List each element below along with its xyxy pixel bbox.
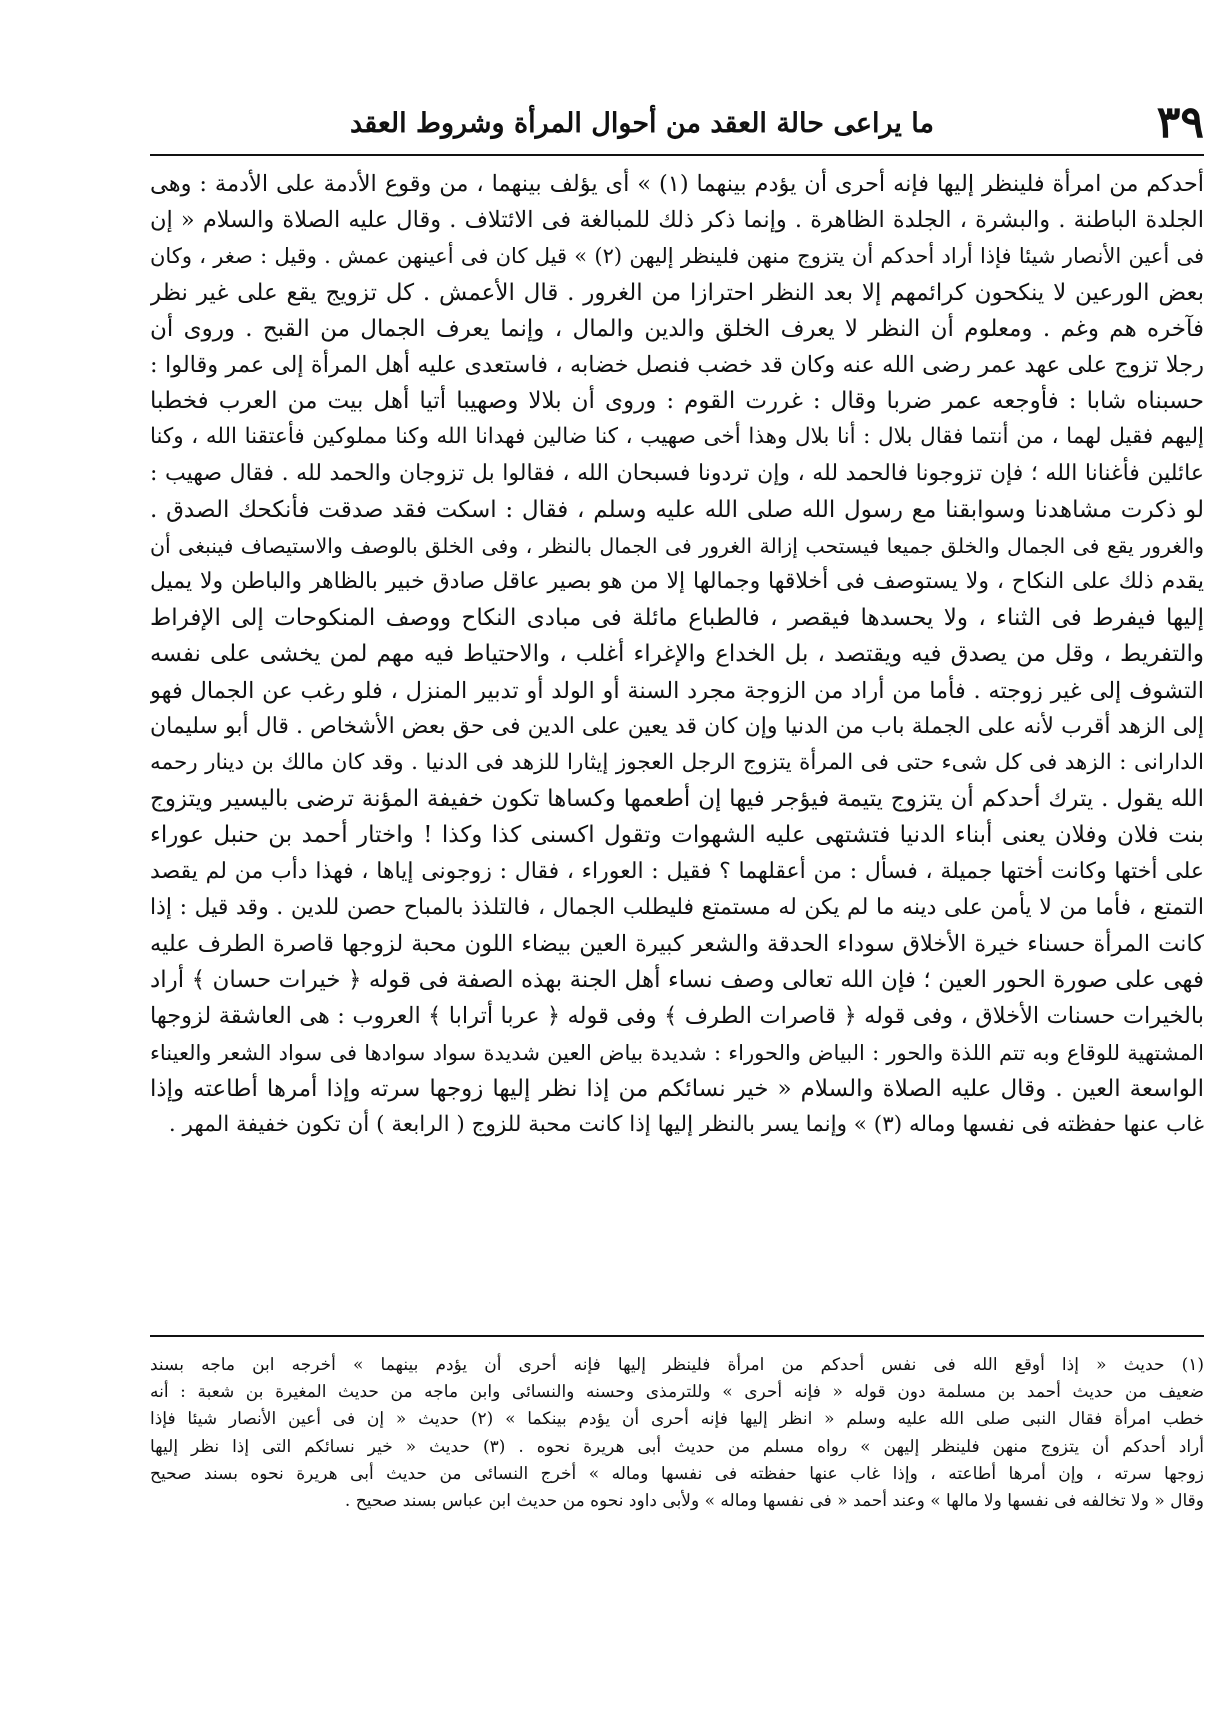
page-number: ٣٩ xyxy=(1156,97,1204,148)
body-line: أحدكم من امرأة فلينظر إليها فإنه أحرى أن يؤدم بينهما (١) » أى يؤلف بينهما ، من وقوع الأدمة على الأدمة : وهى xyxy=(150,171,1204,197)
body-line: لو ذكرت مشاهدنا وسوابقنا مع رسول الله صلى الله عليه وسلم ، فقال : اسكت فقد صدقت فأنكحك الصدق . xyxy=(150,496,1204,523)
body-line: الدارانى : الزهد فى كل شىء حتى فى المرأة يتزوج الرجل العجوز إيثارا للزهد فى الدنيا . وقد كان مالك بن دينار رحمه xyxy=(150,750,1204,775)
body-line: عائلين فأغنانا الله ؛ فإن تزوجونا فالحمد لله ، وإن تردونا فسبحان الله ، فقالوا بل تزوجان والحمد لله . فقال صهيب : xyxy=(150,460,1204,486)
page-header xyxy=(150,96,1204,154)
body-line: فآخره هم وغم . ومعلوم أن النظر لا يعرف الخلق والدين والمال ، وإنما يعرف الجمال من القبح . وروى أن xyxy=(150,315,1204,342)
body-line: بعض الورعين لا ينكحون كرائمهم إلا بعد النظر احترازا من الغرور . قال الأعمش . كل تزويج يقع على غير نظر xyxy=(150,279,1204,306)
body-line: والتفريط ، وقل من يصدق فيه ويقتصد ، بل الخداع والإغراء أغلب ، والاحتياط فيه مهم لمن يخشى على نفسه xyxy=(150,641,1204,668)
footnote-line: وقال « ولا تخالفه فى نفسها ولا مالها » وعند أحمد « فى نفسها وماله » ولأبى داود نحوه من حديث ابن عباس بسند صحيح . xyxy=(344,1490,1204,1511)
body-line: إليها فيفرط فى الثناء ، ولا يحسدها فيقصر ، فالطباع مائلة فى مبادى النكاح ووصف المنكوحات إلى الإفراط xyxy=(150,605,1204,632)
body-line: رجلا تزوج على عهد عمر رضى الله عنه وكان قد خضب فنصل خضابه ، فاستعدى عليه أهل المرأة إلى عمر وقالوا : xyxy=(150,351,1204,378)
body-line: التمتع ، فأما من لا يأمن على دينه ما لم يكن له مستمتع فليطلب الجمال ، فالتلذذ بالمباح حصن للدين . وقد قيل : إذا xyxy=(150,894,1204,920)
body-line: الله يقول . يترك أحدكم أن يتزوج يتيمة فيؤجر فيها إن أطعمها وكساها تكون خفيفة المؤنة ترضى باليسير ويتزوج xyxy=(150,786,1204,813)
body-line: فى أعين الأنصار شيئا فإذا أراد أحدكم أن يتزوج منهن فلينظر إليهن (٢) » قيل كان فى أعينهن عمش . وقيل : صغر ، وكان xyxy=(150,244,1204,269)
footnote-line: خطب امرأة فقال النبى صلى الله عليه وسلم « انظر إليها فإنه أحرى أن يؤدم بينكما » (٢) حديث « إن فى أعين الأنصار شيئا فإذا xyxy=(150,1409,1204,1430)
body-line: على أختها وكانت أختها جميلة ، فسأل : من أعقلهما ؟ فقيل : العوراء ، فقال : زوجونى إياها ، فهذا دأب من لم يقصد xyxy=(150,858,1204,884)
body-line: إلى الزهد أقرب لأنه على الجملة باب من الدنيا وإن كان قد يعين على الدين فى حق بعض الأشخاص . قال أبو سليمان xyxy=(150,713,1204,739)
body-line: الواسعة العين . وقال عليه الصلاة والسلام « خير نسائكم من إذا نظر إليها زوجها سرته وإذا أمرها أطاعته وإذا xyxy=(150,1075,1204,1102)
footnote-line: (١) حديث « إذا أوقع الله فى نفس أحدكم من امرأة فلينظر إليها فإنه أحرى أن يؤدم بينهما » أخرجه ابن ماجه بسند xyxy=(150,1355,1204,1375)
body-line: بنت فلان وفلان يعنى أبناء الدنيا فتشتهى عليه الشهوات وتقول اكسنى كذا وكذا ! واختار أحمد بن حنبل عوراء xyxy=(150,822,1204,849)
body-line: بالخيرات حسنات الأخلاق ، وفى قوله ﴿ قاصرات الطرف ﴾ وفى قوله ﴿ عربا أترابا ﴾ العروب : هى العاشقة لزوجها xyxy=(150,1003,1204,1030)
running-title: ما يراعى حالة العقد من أحوال المرأة وشروط العقد xyxy=(350,108,934,139)
footnote-line: ضعيف من حديث أحمد بن مسلمة دون قوله « فإنه أحرى » وللترمذى وحسنه والنسائى وابن ماجه من حديث المغيرة بن شعبة : أنه xyxy=(150,1382,1204,1403)
body-line: الجلدة الباطنة . والبشرة ، الجلدة الظاهرة . وإنما ذكر ذلك للمبالغة فى الائتلاف . وقال عليه الصلاة والسلام « إن xyxy=(150,207,1204,234)
body-line: حسبناه شابا : فأوجعه عمر ضربا وقال : غررت القوم : وروى أن بلالا وصهيبا أتيا أهل بيت من العرب فخطبا xyxy=(150,388,1204,415)
body-line: يقدم ذلك على النكاح ، ولا يستوصف فى أخلاقها وجمالها إلا من هو بصير عاقل صادق خبير بالظاهر والباطن ولا يميل xyxy=(150,569,1204,595)
body-text xyxy=(150,166,1204,1143)
footnotes xyxy=(150,1352,1204,1515)
body-line: كانت المرأة حسناء خيرة الأخلاق سوداء الحدقة والشعر كبيرة العين بيضاء اللون محبة لزوجها قاصرة الطرف عليه xyxy=(150,930,1204,957)
body-line: التشوف إلى غير زوجته . فأما من أراد من الزوجة مجرد السنة أو الولد أو تدبير المنزل ، فلو رغب عن الجمال فهو xyxy=(150,677,1204,704)
book-page xyxy=(150,96,1204,1706)
body-line: إليهم فقيل لهما ، من أنتما فقال بلال : أنا بلال وهذا أخى صهيب ، كنا ضالين فهدانا الله وكنا مملوكين فأعتقنا الله ، وكنا xyxy=(150,424,1204,450)
body-line: المشتهية للوقاع وبه تتم اللذة والحور : البياض والحوراء : شديدة بياض العين شديدة سواد سوادها فى سواد الشعر والعيناء xyxy=(150,1040,1204,1065)
header-rule xyxy=(150,154,1204,156)
body-line: فهى على صورة الحور العين ؛ فإن الله تعالى وصف نساء أهل الجنة بهذه الصفة فى قوله ﴿ خيرات حسان ﴾ أراد xyxy=(150,967,1204,994)
footnote-line: أراد أحدكم أن يتزوج منهن فلينظر إليهن » رواه مسلم من حديث أبى هريرة نحوه . (٣) حديث « خير نسائكم التى إذا نظر إليها xyxy=(150,1436,1204,1457)
footnote-line: زوجها سرته ، وإن أمرها أطاعته ، وإذا غاب عنها حفظته فى نفسها وماله » أخرج النسائى من حديث أبى هريرة نحوه بسند صحيح xyxy=(150,1463,1204,1484)
body-line: غاب عنها حفظته فى نفسها وماله (٣) » وإنما يسر بالنظر إليها إذا كانت محبة للزوج ( الرابعة ) أن تكون خفيفة المهر . xyxy=(168,1111,1204,1137)
body-end-rule xyxy=(150,1335,1204,1337)
body-line: والغرور يقع فى الجمال والخلق جميعا فيستحب إزالة الغرور فى الجمال بالنظر ، وفى الخلق بالوصف والاستيصاف فينبغى أن xyxy=(150,533,1204,558)
